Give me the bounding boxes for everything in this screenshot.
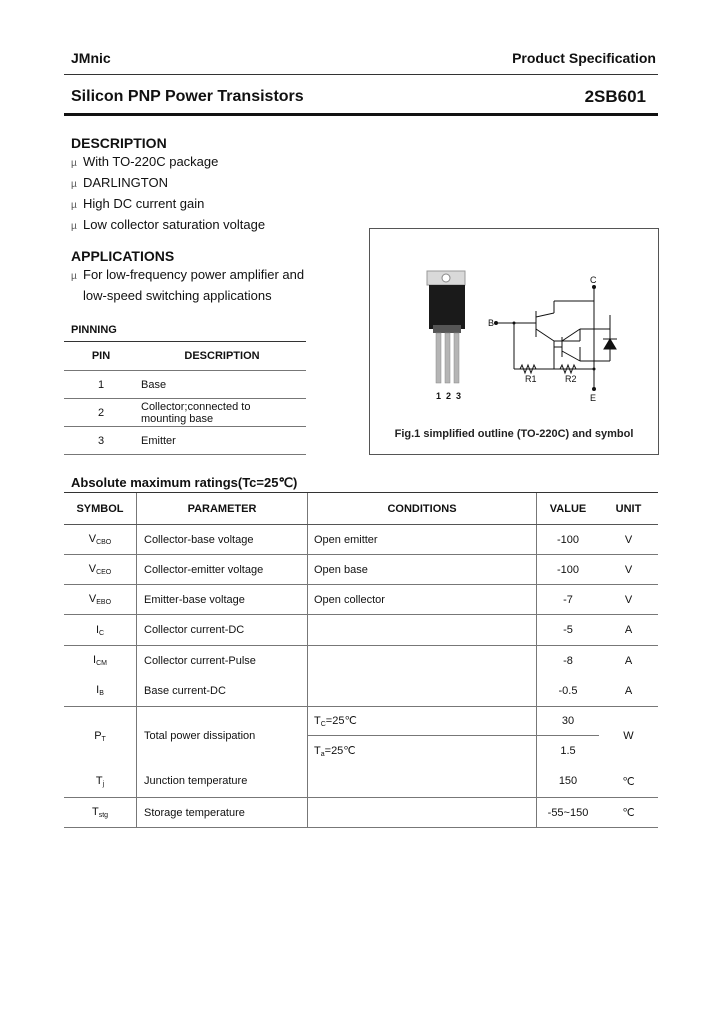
column-header: UNIT bbox=[599, 493, 658, 525]
part-number: 2SB601 bbox=[584, 87, 646, 106]
column-header: PARAMETER bbox=[137, 493, 308, 525]
pin-description-line: Collector;connected to bbox=[141, 400, 251, 413]
condition-subscript: a bbox=[320, 750, 325, 758]
symbol-cell bbox=[64, 707, 137, 766]
value-cell: -100 bbox=[537, 555, 600, 585]
applications-heading: APPLICATIONS bbox=[71, 248, 175, 264]
list-item bbox=[71, 194, 265, 215]
value-cell: 1.5 bbox=[537, 736, 600, 766]
value-cell: -5 bbox=[537, 615, 600, 646]
emitter-label: E bbox=[590, 393, 597, 403]
symbol: V bbox=[88, 563, 97, 575]
pin-description: Base bbox=[138, 371, 306, 399]
table-row bbox=[64, 676, 658, 707]
symbol-subscript: CEO bbox=[96, 569, 112, 576]
value-cell: -55~150 bbox=[537, 798, 600, 828]
symbol-subscript: CM bbox=[96, 660, 107, 668]
description-list bbox=[71, 152, 265, 236]
value-cell: -100 bbox=[537, 525, 600, 555]
unit-cell: V bbox=[599, 555, 658, 585]
base-label: B bbox=[488, 318, 495, 328]
r2-label: R2 bbox=[565, 374, 577, 384]
list-item bbox=[71, 265, 304, 286]
pin-numbers-label: 1 2 3 bbox=[436, 391, 462, 401]
parameter-cell: Total power dissipation bbox=[137, 707, 308, 766]
table-row bbox=[64, 766, 658, 798]
table-row bbox=[64, 399, 306, 427]
list-item-text: High DC current gain bbox=[83, 196, 205, 211]
condition-value: =25℃ bbox=[324, 744, 356, 757]
symbol: I bbox=[96, 684, 100, 697]
ratings-heading: Absolute maximum ratings(Tc=25℃) bbox=[71, 475, 298, 490]
bullet-icon: µ bbox=[71, 221, 77, 232]
unit-cell: A bbox=[599, 676, 658, 707]
conditions-cell: Open collector bbox=[308, 585, 537, 615]
unit-cell: ℃ bbox=[599, 766, 658, 798]
description-heading: DESCRIPTION bbox=[71, 135, 167, 151]
symbol: T bbox=[91, 806, 99, 818]
column-header: PIN bbox=[64, 342, 138, 371]
condition-symbol: T bbox=[314, 744, 321, 757]
symbol-cell bbox=[64, 555, 137, 585]
symbol: I bbox=[95, 623, 99, 636]
list-item-text: low-speed switching applications bbox=[83, 288, 272, 303]
figure-caption: Fig.1 simplified outline (TO-220C) and symbol bbox=[394, 428, 634, 440]
table-row bbox=[64, 615, 658, 646]
conditions-cell bbox=[308, 766, 537, 798]
list-item-text: Low collector saturation voltage bbox=[83, 217, 266, 232]
unit-cell: W bbox=[623, 730, 634, 743]
symbol: P bbox=[94, 729, 102, 742]
list-item-text: DARLINGTON bbox=[83, 175, 168, 190]
unit-cell: V bbox=[599, 585, 658, 615]
product-title: Silicon PNP Power Transistors bbox=[71, 88, 304, 105]
conditions-cell bbox=[308, 798, 537, 828]
bullet-icon: µ bbox=[71, 179, 77, 190]
symbol: V bbox=[88, 593, 97, 605]
table-row bbox=[64, 427, 306, 455]
conditions-cell: Open emitter bbox=[308, 525, 537, 555]
condition-symbol: T bbox=[314, 715, 321, 727]
spec-label: Product Specification bbox=[512, 50, 656, 66]
pin-description bbox=[138, 399, 306, 427]
symbol-cell bbox=[64, 646, 137, 676]
value-cell: -0.5 bbox=[537, 676, 600, 707]
list-item bbox=[71, 173, 265, 194]
unit-cell: A bbox=[599, 615, 658, 646]
table-row bbox=[64, 798, 658, 828]
conditions-cell bbox=[308, 646, 537, 676]
pin-number: 2 bbox=[64, 399, 138, 427]
symbol-subscript: EBO bbox=[96, 599, 112, 606]
value-cell: 150 bbox=[537, 766, 600, 798]
table-row bbox=[64, 371, 306, 399]
parameter-cell: Collector-emitter voltage bbox=[137, 555, 308, 585]
column-header: CONDITIONS bbox=[308, 493, 537, 525]
column-header: VALUE bbox=[537, 493, 600, 525]
unit-cell: A bbox=[624, 654, 633, 667]
symbol-subscript: stg bbox=[98, 812, 109, 819]
bullet-icon: µ bbox=[71, 158, 77, 169]
symbol: I bbox=[93, 654, 97, 667]
column-header: DESCRIPTION bbox=[138, 342, 306, 371]
value-cell: -7 bbox=[537, 585, 600, 615]
symbol: T bbox=[95, 774, 103, 787]
value-cell: 30 bbox=[537, 707, 600, 736]
symbol-cell bbox=[64, 525, 137, 555]
unit-cell: V bbox=[599, 525, 658, 555]
table-row bbox=[64, 525, 658, 555]
symbol-cell bbox=[64, 615, 137, 646]
conditions-cell: Open base bbox=[308, 555, 537, 585]
symbol-cell bbox=[64, 766, 137, 798]
to220-package-image bbox=[427, 271, 465, 383]
conditions-cell bbox=[308, 707, 537, 736]
conditions-cell bbox=[308, 676, 537, 707]
figure-drawing bbox=[370, 229, 658, 454]
parameter-cell: Emitter-base voltage bbox=[137, 585, 308, 615]
condition-value: =25℃ bbox=[325, 715, 357, 727]
list-item bbox=[71, 215, 265, 236]
symbol-cell bbox=[64, 798, 137, 828]
figure-box bbox=[369, 228, 659, 455]
parameter-cell: Junction temperature bbox=[137, 766, 308, 798]
pinning-table bbox=[64, 341, 306, 455]
unit-cell: ℃ bbox=[599, 798, 658, 828]
pin-number: 1 bbox=[64, 371, 138, 399]
symbol: V bbox=[88, 533, 97, 545]
parameter-cell: Storage temperature bbox=[137, 798, 308, 828]
parameter-cell: Collector current-Pulse bbox=[137, 646, 308, 676]
pin-description-line: mounting base bbox=[141, 412, 214, 425]
darlington-circuit-symbol bbox=[496, 287, 617, 389]
r1-label: R1 bbox=[525, 374, 537, 384]
table-header-row bbox=[64, 342, 306, 371]
value-cell: -8 bbox=[537, 646, 600, 676]
symbol-subscript: C bbox=[99, 629, 105, 637]
column-header: SYMBOL bbox=[64, 493, 137, 525]
list-item bbox=[71, 286, 304, 305]
conditions-cell bbox=[308, 615, 537, 646]
brand-name: JMnic bbox=[71, 50, 111, 66]
symbol-subscript: B bbox=[99, 690, 104, 698]
conditions-cell bbox=[308, 736, 537, 766]
parameter-cell: Collector-base voltage bbox=[137, 525, 308, 555]
parameter-cell: Collector current-DC bbox=[137, 615, 308, 646]
pin-description: Emitter bbox=[138, 427, 306, 455]
symbol-subscript: CBO bbox=[96, 539, 112, 546]
symbol-cell bbox=[64, 585, 137, 615]
list-item-text: For low-frequency power amplifier and bbox=[83, 267, 305, 282]
condition-subscript: C bbox=[320, 721, 326, 728]
pin-number: 3 bbox=[64, 427, 138, 455]
symbol-subscript: j bbox=[102, 780, 105, 788]
table-row bbox=[64, 555, 658, 585]
bullet-icon: µ bbox=[71, 200, 77, 211]
title-divider bbox=[64, 113, 658, 116]
table-header-row bbox=[64, 493, 658, 525]
symbol-subscript: T bbox=[101, 735, 106, 743]
applications-list bbox=[71, 265, 304, 305]
header-divider bbox=[64, 74, 658, 75]
table-row bbox=[64, 585, 658, 615]
symbol-cell bbox=[64, 676, 137, 707]
table-row bbox=[64, 707, 658, 736]
list-item-text: With TO-220C package bbox=[83, 154, 219, 169]
parameter-cell: Base current-DC bbox=[137, 676, 308, 707]
pinning-heading: PINNING bbox=[71, 324, 117, 336]
collector-label: C bbox=[590, 275, 597, 285]
table-row bbox=[64, 646, 658, 676]
ratings-table bbox=[64, 492, 658, 828]
bullet-icon: µ bbox=[71, 271, 77, 282]
list-item bbox=[71, 152, 265, 173]
